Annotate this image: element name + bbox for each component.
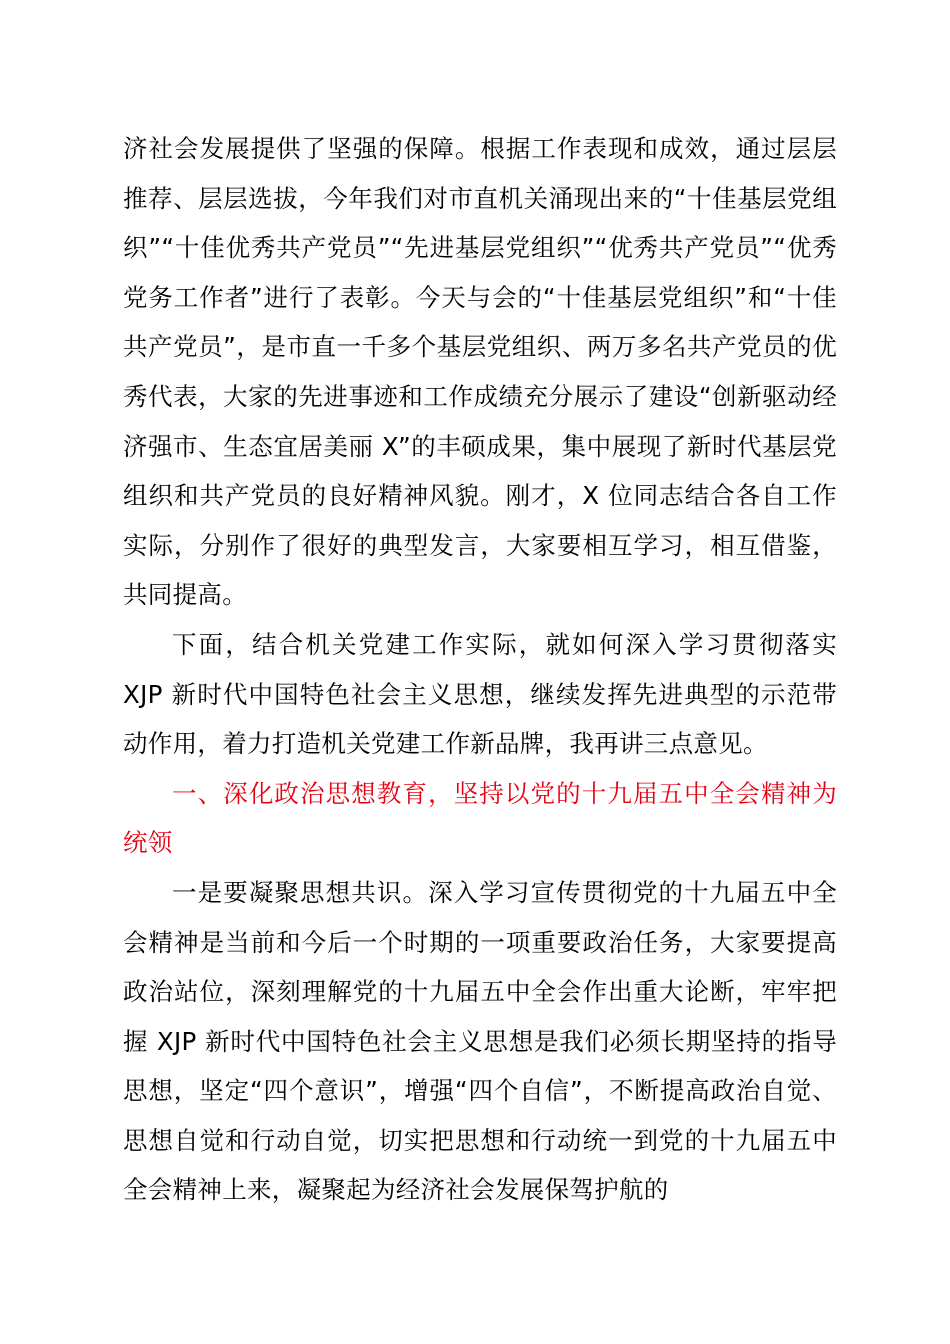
section-heading-one: 一、深化政治思想教育，坚持以党的十九届五中全会精神为统领 xyxy=(123,778,837,858)
paragraph-introduction: 下面，结合机关党建工作实际，就如何深入学习贯彻落实 XJP 新时代中国特色社会主义思想，继续发挥先进典型的示范带动作用，着力打造机关党建工作新品牌，我再讲三点意见。 xyxy=(123,629,837,759)
document-body xyxy=(123,124,837,1215)
paragraph-point-one: 一是要凝聚思想共识。深入学习宣传贯彻党的十九届五中全会精神是当前和今后一个时期的一项重要政治任务，大家要提高政治站位，深刻理解党的十九届五中全会作出重大论断，牢牢把握 XJP 新时代中国特色社会主义思想是我们必须长期坚持的指导思想，坚定“四个意识”，增强“四个自信”，不断提高政治自觉、思想自觉和行动自觉，切实把思想和行动统一到党的十九届五中全会精神上来，凝聚起为经济社会发展保驾护航的 xyxy=(123,877,837,1205)
paragraph-recognition: 济社会发展提供了坚强的保障。根据工作表现和成效，通过层层推荐、层层选拔，今年我们对市直机关涌现出来的“十佳基层党组织”“十佳优秀共产党员”“先进基层党组织”“优秀共产党员”“优秀党务工作者”进行了表彰。今天与会的“十佳基层党组织”和“十佳共产党员”，是市直一千多个基层党组织、两万多名共产党员的优秀代表，大家的先进事迹和工作成绩充分展示了建设“创新驱动经济强市、生态宜居美丽 X”的丰硕成果，集中展现了新时代基层党组织和共产党员的良好精神风貌。刚才，X 位同志结合各自工作实际，分别作了很好的典型发言，大家要相互学习，相互借鉴，共同提高。 xyxy=(123,134,837,610)
